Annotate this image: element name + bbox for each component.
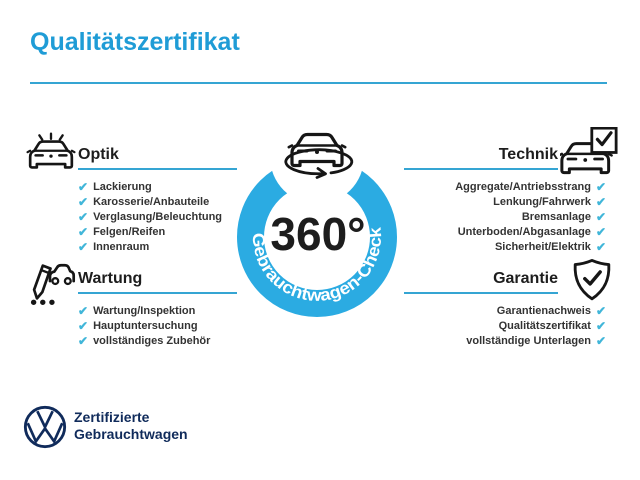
section-title-wartung: Wartung (78, 270, 143, 287)
checklist-item (78, 239, 222, 254)
checklist-item-label: Innenraum (93, 240, 150, 253)
checklist-item (78, 224, 222, 239)
check-icon: ✔ (78, 318, 89, 333)
checklist-item (458, 224, 606, 239)
footer-claim-line1: Zertifizierte (74, 409, 150, 425)
shield-check-icon (568, 257, 616, 309)
vw-logo (22, 404, 68, 450)
wartung-checklist (78, 303, 210, 348)
checklist-item-label: Unterboden/Abgasanlage (457, 225, 591, 238)
check-icon: ✔ (595, 194, 606, 209)
checklist-item-label: Sicherheit/Elektrik (494, 240, 591, 253)
checklist-item-label: Garantienachweis (496, 304, 591, 317)
checklist-item-label: Aggregate/Antriebsstrang (455, 180, 591, 193)
checklist-item-label: Felgen/Reifen (93, 225, 166, 238)
section-title-optik: Optik (78, 146, 119, 163)
section-divider-garantie (404, 292, 558, 294)
checklist-item-label: vollständiges Zubehör (93, 334, 211, 347)
car-checkbox-icon (560, 127, 618, 177)
section-title-technik: Technik (498, 146, 558, 163)
checklist-item-label: Bremsanlage (521, 210, 591, 223)
degree-value: 360° (270, 208, 366, 260)
garantie-checklist (466, 303, 606, 348)
checklist-item (78, 194, 222, 209)
check-icon: ✔ (595, 209, 606, 224)
check-icon: ✔ (78, 303, 89, 318)
section-divider-wartung (78, 292, 237, 294)
checklist-item (78, 209, 222, 224)
footer-claim (74, 409, 188, 443)
checklist-item-label: Lackierung (93, 180, 152, 193)
checklist-item (78, 318, 210, 333)
checklist-item (78, 179, 222, 194)
technik-checklist (455, 179, 606, 254)
checklist-item (455, 179, 606, 194)
checklist-item-label: Lenkung/Fahrwerk (493, 195, 591, 208)
check-icon: ✔ (595, 303, 606, 318)
checklist-item-label: Karosserie/Anbauteile (93, 195, 210, 208)
footer-claim-line2: Gebrauchtwagen (74, 426, 188, 442)
checklist-item (493, 194, 606, 209)
check-icon: ✔ (78, 209, 89, 224)
checklist-item (78, 333, 210, 348)
section-divider-optik (78, 168, 237, 170)
checklist-item-label: Qualitätszertifikat (498, 319, 591, 332)
checklist-item (522, 209, 606, 224)
check-icon: ✔ (78, 239, 89, 254)
check-icon: ✔ (78, 333, 89, 348)
section-divider-technik (404, 168, 558, 170)
pencil-car-icon (24, 257, 76, 309)
car-shine-icon (26, 131, 76, 173)
check-icon: ✔ (595, 318, 606, 333)
checklist-item (495, 239, 606, 254)
page-title: Qualitätszertifikat (30, 28, 240, 56)
checklist-item-label: Verglasung/Beleuchtung (93, 210, 223, 223)
checklist-item-label: Wartung/Inspektion (93, 304, 196, 317)
checklist-item-label: Hauptuntersuchung (93, 319, 198, 332)
checklist-item (78, 303, 210, 318)
check-icon: ✔ (78, 179, 89, 194)
check-icon: ✔ (595, 179, 606, 194)
check-icon: ✔ (595, 333, 606, 348)
checklist-item (466, 333, 606, 348)
check-icon: ✔ (78, 194, 89, 209)
checklist-item (499, 318, 606, 333)
check-icon: ✔ (595, 224, 606, 239)
check-icon: ✔ (595, 239, 606, 254)
checklist-item-label: vollständige Unterlagen (466, 334, 591, 347)
optik-checklist (78, 179, 222, 254)
checklist-item (497, 303, 606, 318)
section-title-garantie: Garantie (493, 270, 558, 287)
center-360-badge (227, 120, 407, 322)
ring-label: Gebrauchtwagen-Check (248, 227, 386, 306)
check-icon: ✔ (78, 224, 89, 239)
title-divider (30, 82, 607, 84)
